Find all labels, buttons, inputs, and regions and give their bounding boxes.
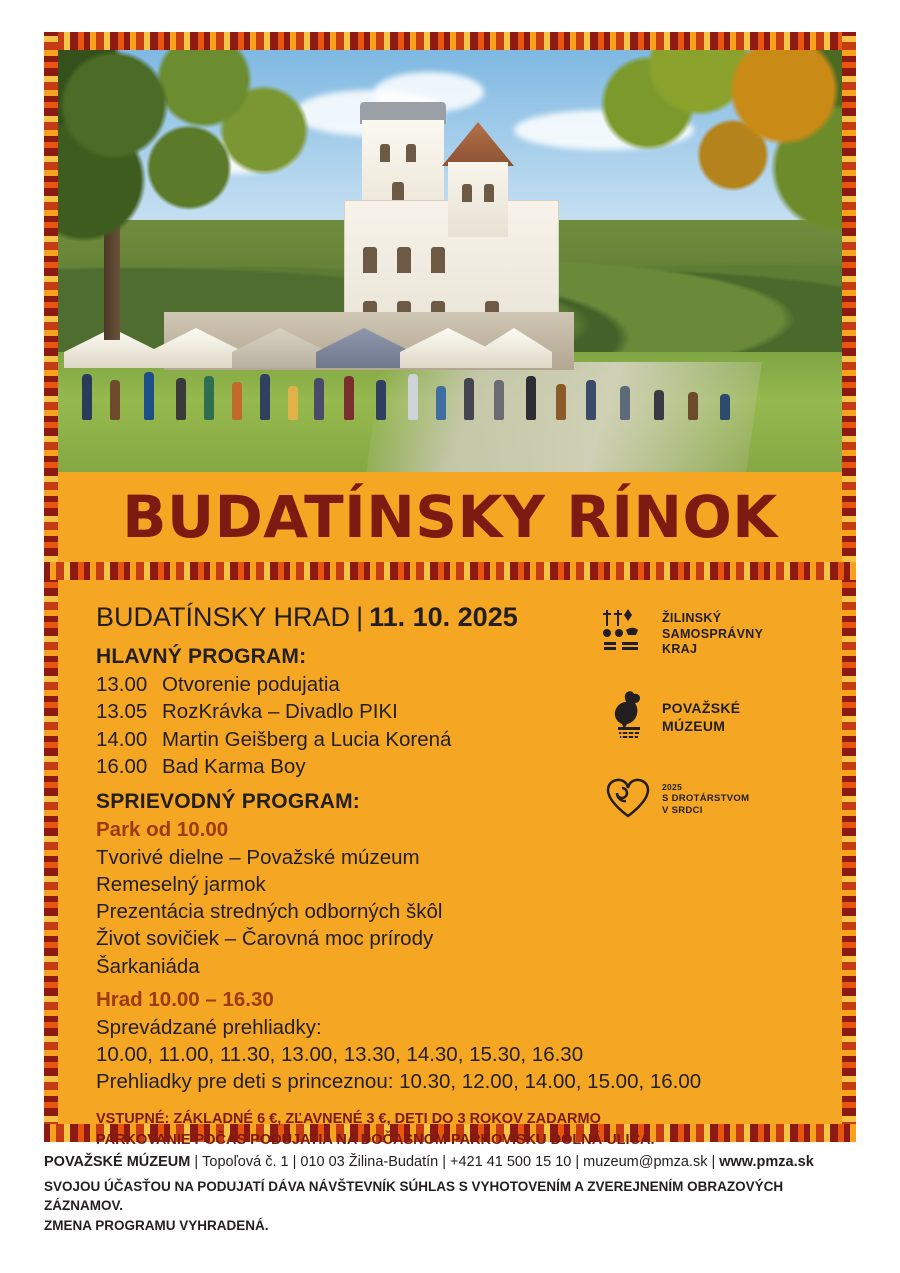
pipe: | [575, 1154, 580, 1170]
museum-logo-text [662, 700, 740, 735]
logo-column [602, 606, 812, 851]
disclaimer-1: SVOJOU ÚČASŤOU NA PODUJATÍ DÁVA NÁVŠTEVNÍK SÚHLAS S VYHOTOVENÍM A ZVEREJNENÍM OBRAZOVÝCH ZÁZNAMOV. [44, 1178, 784, 1214]
program-time: 16.00 [96, 754, 148, 778]
main-program-heading: HLAVNÝ PROGRAM: [96, 645, 307, 668]
zsk-logo-text [662, 611, 763, 658]
park-item: Šarkaniáda [96, 954, 200, 978]
museum-line-2: MÚZEUM [662, 717, 726, 734]
person [344, 376, 354, 420]
program-time: 13.00 [96, 673, 148, 696]
castle-heading: Hrad 10.00 – 16.30 [96, 987, 274, 1011]
event-photo [44, 50, 856, 472]
zsk-line-1: ŽILINSKÝ [662, 611, 722, 626]
person [620, 386, 630, 420]
person [436, 386, 446, 420]
drotarstvo-line-2: S DROTÁRSTVOM [662, 792, 750, 804]
pipe: | [194, 1154, 199, 1170]
person [464, 378, 474, 420]
foliage-right [546, 50, 856, 285]
park-item: Prezentácia stredných odborných škôl [96, 900, 443, 924]
zsk-logo [602, 606, 812, 663]
disclaimer-2: ZMENA PROGRAMU VYHRADENÁ. [44, 1217, 269, 1233]
person [586, 380, 596, 420]
park-item: Tvorivé dielne – Považské múzeum [96, 845, 420, 869]
museum-line-1: POVAŽSKÉ [662, 700, 741, 716]
folk-border-middle [44, 562, 856, 580]
window [484, 184, 494, 202]
window [431, 247, 445, 273]
person [204, 376, 214, 420]
park-heading: Park od 10.00 [96, 818, 229, 841]
museum-logo [602, 687, 812, 748]
person [82, 374, 92, 420]
program-time: 14.00 [96, 727, 148, 751]
contact-phone: +421 41 500 15 10 [450, 1154, 572, 1170]
drotarstvo-logo [602, 772, 812, 827]
window [397, 247, 411, 273]
park-item: Remeselný jarmok [96, 872, 266, 896]
window [380, 144, 390, 162]
program-text: Bad Karma Boy [162, 754, 306, 778]
program-text: Otvorenie podujatia [162, 673, 340, 696]
person [288, 386, 298, 420]
side-program-heading: SPRIEVODNÝ PROGRAM: [96, 790, 360, 813]
person [260, 374, 270, 420]
contact-email[interactable]: muzeum@pmza.sk [583, 1154, 708, 1170]
admission-note: VSTUPNÉ: ZÁKLADNÉ 6 €, ZĽAVNENÉ 3 €, DETI DO 3 ROKOV ZADARMO [96, 1111, 601, 1128]
castle-item: 10.00, 11.00, 11.30, 13.00, 13.30, 14.30, 15.30, 16.30 [96, 1042, 584, 1066]
pipe: | [292, 1154, 297, 1170]
folk-border-right [842, 32, 856, 1142]
folk-border-top [44, 32, 856, 50]
drotarstvo-line-1: 2025 [662, 782, 683, 793]
zsk-line-2: SAMOSPRÁVNY [662, 626, 764, 641]
museum-name: POVAŽSKÉ MÚZEUM [44, 1154, 191, 1170]
window [363, 247, 377, 273]
contact-city: 010 03 Žilina-Budatín [300, 1154, 439, 1170]
contact-line [44, 1152, 856, 1174]
pipe: | [442, 1154, 446, 1170]
zsk-line-3: KRAJ [662, 642, 698, 657]
program-text: RozKrávka – Divadlo PIKI [162, 700, 398, 724]
heart-spiral-logo-icon [602, 772, 662, 827]
program-text: Martin Geišberg a Lucia Korená [162, 727, 452, 751]
title-band [58, 472, 842, 562]
pipe: | [711, 1154, 716, 1170]
page-title: BUDATÍNSKY RÍNOK [122, 483, 778, 551]
person [526, 376, 536, 420]
person [314, 378, 324, 420]
person [376, 380, 386, 420]
window [406, 144, 416, 162]
separator: | [356, 602, 364, 632]
person [556, 384, 566, 420]
window [392, 182, 404, 202]
person [688, 392, 698, 420]
contact-web[interactable]: www.pmza.sk [719, 1154, 814, 1170]
castle-item: Prehliadky pre deti s princeznou: 10.30, 12.00, 14.00, 15.00, 16.00 [96, 1070, 702, 1094]
person [110, 380, 120, 420]
rooster-logo-icon [602, 687, 662, 748]
crowd [64, 350, 764, 420]
program-panel [58, 580, 842, 1149]
program-time: 13.05 [96, 700, 148, 724]
park-item: Život sovičiek – Čarovná moc prírody [96, 927, 434, 951]
zsk-logo-icon [602, 606, 662, 663]
person [408, 374, 418, 420]
window [462, 184, 472, 202]
venue-label: BUDATÍNSKY HRAD [96, 602, 351, 632]
parking-note: PARKOVANIE POČAS PODUJATIA NA DOČASNOM PARKOVISKU DOLNÁ ULICA. [96, 1132, 655, 1149]
castle-item: Sprevádzané prehliadky: [96, 1015, 322, 1039]
person [144, 372, 154, 420]
person [720, 394, 730, 420]
person [654, 390, 664, 420]
person [232, 382, 242, 420]
event-date: 11. 10. 2025 [369, 602, 518, 632]
contact-footer [44, 1152, 856, 1235]
castle-turret [448, 162, 508, 237]
person [494, 380, 504, 420]
foliage-left [44, 50, 324, 280]
drotarstvo-logo-text [662, 782, 749, 816]
drotarstvo-line-3: V SRDCI [662, 804, 703, 816]
contact-address: Topoľová č. 1 [202, 1154, 289, 1170]
folk-border-left [44, 32, 58, 1142]
person [176, 378, 186, 420]
